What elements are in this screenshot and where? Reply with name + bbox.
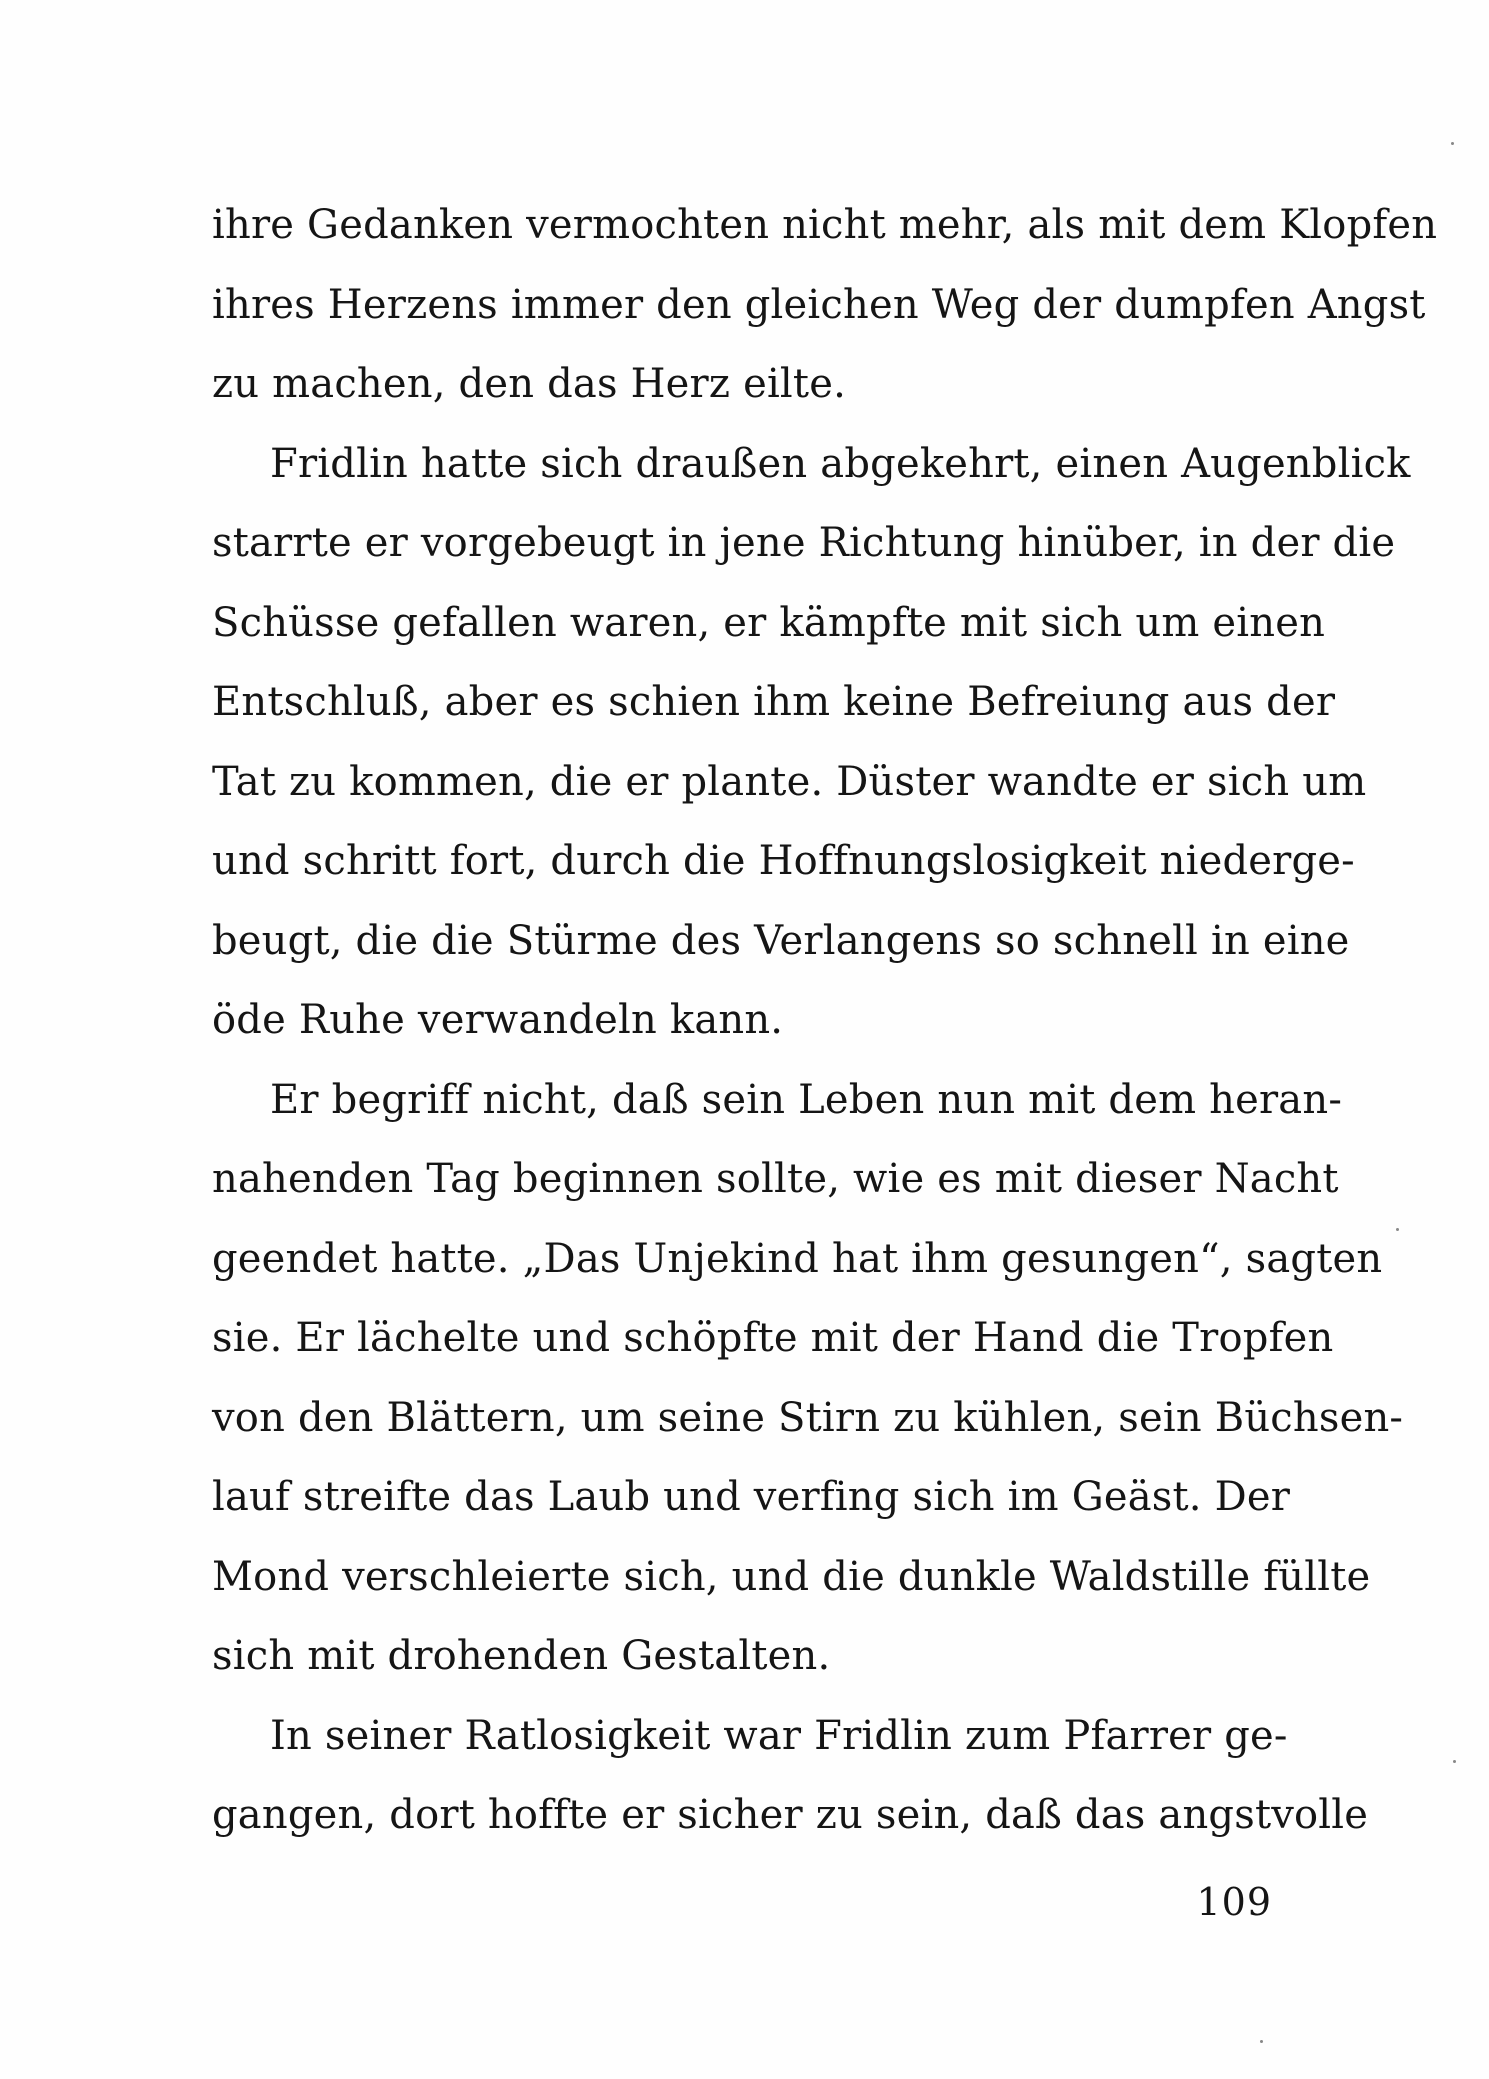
page-number: 109: [1196, 1880, 1272, 1924]
text-line: Schüsse gefallen waren, er kämpfte mit sich um einen: [212, 599, 1326, 646]
text-line: In seiner Ratlosigkeit war Fridlin zum Pfarrer ge-: [270, 1712, 1288, 1759]
text-line: öde Ruhe verwandeln kann.: [212, 997, 784, 1043]
paragraph-2: [212, 425, 1411, 1061]
text-line: lauf streifte das Laub und verfing sich im Geäst. Der: [212, 1474, 1291, 1520]
text-line: ihre Gedanken vermochten nicht mehr, als mit dem Klopfen: [212, 202, 1438, 248]
text-line: Mond verschleierte sich, und die dunkle Waldstille füllte: [212, 1553, 1371, 1600]
text-line: gangen, dort hoffte er sicher zu sein, daß das angstvolle: [212, 1792, 1369, 1838]
text-line: ihres Herzens immer den gleichen Weg der dumpfen Angst: [212, 281, 1426, 328]
text-line: von den Blättern, um seine Stirn zu kühlen, sein Büchsen-: [212, 1394, 1404, 1441]
text-line: Fridlin hatte sich draußen abgekehrt, einen Augenblick: [270, 440, 1411, 487]
paragraph-1: [212, 186, 1438, 425]
text-line: sie. Er lächelte und schöpfte mit der Hand die Tropfen: [212, 1315, 1334, 1361]
text-line: beugt, die die Stürme des Verlangens so schnell in eine: [212, 917, 1350, 964]
text-line: geendet hatte. „Das Unjekind hat ihm gesungen“, sagten: [212, 1235, 1383, 1282]
body-text: [212, 186, 1438, 1856]
text-line: sich mit drohenden Gestalten.: [212, 1633, 831, 1679]
text-line: nahenden Tag beginnen sollte, wie es mit dieser Nacht: [212, 1156, 1339, 1202]
paragraph-3: [212, 1061, 1404, 1697]
text-line: starrte er vorgebeugt in jene Richtung hinüber, in der die: [212, 520, 1396, 566]
text-line: Er begriff nicht, daß sein Leben nun mit dem heran-: [270, 1076, 1343, 1123]
paper-speck: [1451, 142, 1454, 145]
paper-speck: [1396, 1228, 1399, 1231]
text-line: Entschluß, aber es schien ihm keine Befreiung aus der: [212, 679, 1336, 725]
text-line: Tat zu kommen, die er plante. Düster wandte er sich um: [212, 758, 1367, 805]
text-line: und schritt fort, durch die Hoffnungslosigkeit niederge-: [212, 838, 1355, 884]
paper-speck: [1260, 2040, 1263, 2043]
paper-speck: [1453, 1760, 1456, 1763]
text-line: zu machen, den das Herz eilte.: [212, 361, 846, 407]
paragraph-4: [212, 1697, 1369, 1856]
